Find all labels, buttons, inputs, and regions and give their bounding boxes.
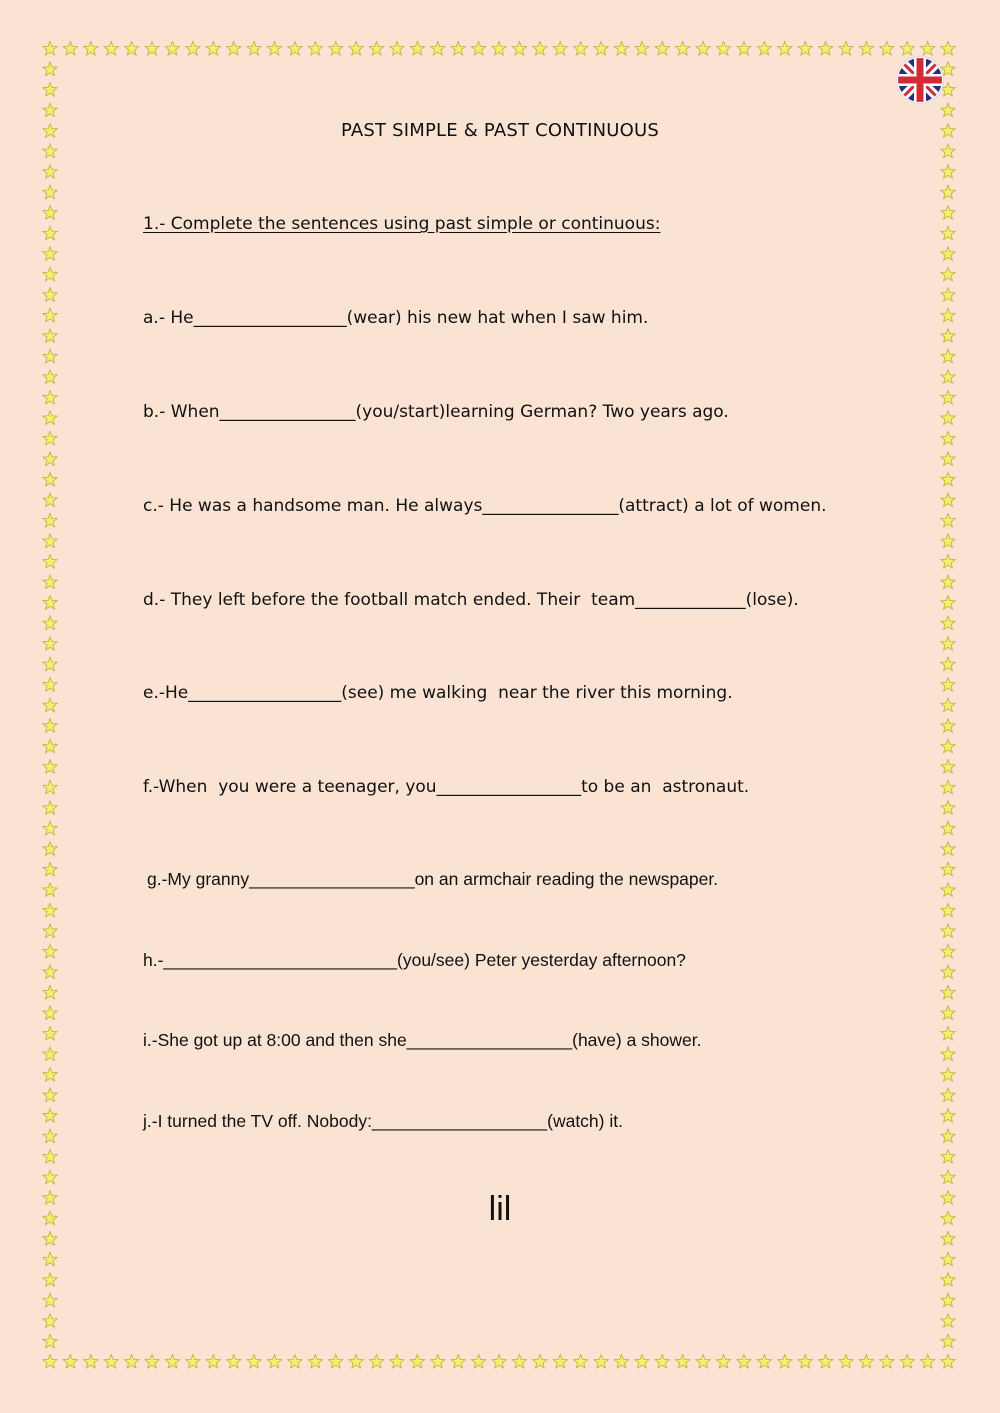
star-icon <box>941 247 955 261</box>
star-icon <box>227 42 241 56</box>
sentence-j: j.-I turned the TV off. Nobody:__________________(watch) it. <box>143 1111 623 1131</box>
star-icon <box>941 226 955 240</box>
star-icon <box>941 308 955 322</box>
star-icon <box>308 42 322 56</box>
footer-mark: lil <box>488 1190 512 1228</box>
star-icon <box>43 452 57 466</box>
star-icon <box>921 42 935 56</box>
star-icon <box>941 1355 955 1369</box>
star-icon <box>43 698 57 712</box>
star-icon <box>431 1355 445 1369</box>
star-icon <box>43 985 57 999</box>
star-icon <box>43 944 57 958</box>
star-icon <box>859 1355 873 1369</box>
star-icon <box>941 42 955 56</box>
star-icon <box>941 1088 955 1102</box>
star-icon <box>43 1334 57 1348</box>
star-icon <box>941 534 955 548</box>
star-icon <box>43 862 57 876</box>
star-icon <box>941 698 955 712</box>
star-icon <box>43 1232 57 1246</box>
star-icon <box>594 1355 608 1369</box>
star-icon <box>43 1109 57 1123</box>
star-icon <box>104 42 118 56</box>
star-icon <box>941 903 955 917</box>
star-icon <box>43 575 57 589</box>
star-icon <box>43 1355 57 1369</box>
star-icon <box>900 1355 914 1369</box>
star-icon <box>43 534 57 548</box>
star-icon <box>676 1355 690 1369</box>
star-icon <box>941 985 955 999</box>
star-icon <box>614 1355 628 1369</box>
star-icon <box>43 83 57 97</box>
star-icon <box>941 883 955 897</box>
star-icon <box>43 842 57 856</box>
star-icon <box>43 1047 57 1061</box>
star-icon <box>390 1355 404 1369</box>
sentence-d: d.- They left before the football match ended. Their team_____________(lose). <box>143 590 799 610</box>
star-icon <box>798 42 812 56</box>
star-icon <box>655 1355 669 1369</box>
star-icon <box>308 1355 322 1369</box>
star-icon <box>206 42 220 56</box>
star-icon <box>880 42 894 56</box>
star-icon <box>533 1355 547 1369</box>
star-icon <box>43 965 57 979</box>
star-icon <box>941 452 955 466</box>
star-icon <box>206 1355 220 1369</box>
star-icon <box>941 555 955 569</box>
star-icon <box>43 903 57 917</box>
star-icon <box>941 1026 955 1040</box>
star-icon <box>43 513 57 527</box>
star-icon <box>941 144 955 158</box>
star-icon <box>390 42 404 56</box>
star-icon <box>43 760 57 774</box>
star-icon <box>492 1355 506 1369</box>
star-icon <box>43 616 57 630</box>
star-icon <box>941 944 955 958</box>
star-icon <box>471 1355 485 1369</box>
star-icon <box>43 1006 57 1020</box>
star-icon <box>43 1273 57 1287</box>
star-icon <box>43 42 57 56</box>
sentence-f: f.-When you were a teenager, you_________________to be an astronaut. <box>143 777 750 797</box>
star-icon <box>941 1273 955 1287</box>
star-icon <box>941 411 955 425</box>
star-icon <box>941 1293 955 1307</box>
star-icon <box>43 472 57 486</box>
star-icon <box>655 42 669 56</box>
star-icon <box>329 1355 343 1369</box>
star-icon <box>941 678 955 692</box>
star-icon <box>329 42 343 56</box>
star-icon <box>227 1355 241 1369</box>
star-icon <box>186 1355 200 1369</box>
star-icon <box>63 1355 77 1369</box>
star-icon <box>369 1355 383 1369</box>
sentence-h: h.-________________________(you/see) Peter yesterday afternoon? <box>143 950 686 970</box>
star-icon <box>941 185 955 199</box>
star-icon <box>43 678 57 692</box>
star-icon <box>757 42 771 56</box>
star-icon <box>43 308 57 322</box>
star-icon <box>349 42 363 56</box>
star-icon <box>43 739 57 753</box>
star-icon <box>451 1355 465 1369</box>
star-icon <box>716 42 730 56</box>
star-icon <box>43 1293 57 1307</box>
star-icon <box>43 637 57 651</box>
star-icon <box>43 780 57 794</box>
star-icon <box>43 657 57 671</box>
star-icon <box>737 1355 751 1369</box>
sentence-a: a.- He__________________(wear) his new hat when I saw him. <box>143 308 649 328</box>
star-icon <box>900 42 914 56</box>
star-icon <box>941 637 955 651</box>
star-icon <box>941 472 955 486</box>
star-icon <box>941 596 955 610</box>
star-icon <box>165 1355 179 1369</box>
star-icon <box>512 1355 526 1369</box>
sentence-b: b.- When________________(you/start)learning German? Two years ago. <box>143 402 729 422</box>
star-icon <box>839 1355 853 1369</box>
star-icon <box>941 431 955 445</box>
star-icon <box>43 370 57 384</box>
star-icon <box>43 1314 57 1328</box>
star-icon <box>921 1355 935 1369</box>
star-icon <box>349 1355 363 1369</box>
star-icon <box>43 924 57 938</box>
star-icon <box>63 42 77 56</box>
star-icon <box>43 349 57 363</box>
star-icon <box>43 493 57 507</box>
star-icon <box>369 42 383 56</box>
star-icon <box>165 42 179 56</box>
star-icon <box>451 42 465 56</box>
star-icon <box>941 739 955 753</box>
star-icon <box>941 924 955 938</box>
star-icon <box>267 42 281 56</box>
star-icon <box>43 62 57 76</box>
star-icon <box>43 103 57 117</box>
star-icon <box>941 1047 955 1061</box>
star-icon <box>941 1129 955 1143</box>
star-icon <box>43 288 57 302</box>
sentence-g: g.-My granny_________________on an armchair reading the newspaper. <box>147 869 719 889</box>
sentence-e: e.-He__________________(see) me walking near the river this morning. <box>143 683 733 703</box>
star-icon <box>941 267 955 281</box>
star-icon <box>410 42 424 56</box>
star-icon <box>145 1355 159 1369</box>
star-icon <box>43 144 57 158</box>
star-icon <box>941 1006 955 1020</box>
star-icon <box>43 821 57 835</box>
star-icon <box>859 42 873 56</box>
star-icon <box>43 1252 57 1266</box>
star-icon <box>778 42 792 56</box>
star-icon <box>941 349 955 363</box>
star-icon <box>941 513 955 527</box>
star-icon <box>247 42 261 56</box>
star-icon <box>492 42 506 56</box>
star-icon <box>43 390 57 404</box>
sentence-c: c.- He was a handsome man. He always________________(attract) a lot of women. <box>143 496 827 516</box>
star-icon <box>594 42 608 56</box>
star-icon <box>941 288 955 302</box>
star-icon <box>941 370 955 384</box>
star-icon <box>941 329 955 343</box>
star-icon <box>43 883 57 897</box>
star-icon <box>941 657 955 671</box>
star-icon <box>941 719 955 733</box>
star-icon <box>880 1355 894 1369</box>
star-icon <box>145 42 159 56</box>
star-icon <box>125 1355 139 1369</box>
star-icon <box>941 760 955 774</box>
star-icon <box>941 1232 955 1246</box>
star-icon <box>43 1026 57 1040</box>
star-icon <box>941 780 955 794</box>
star-icon <box>43 206 57 220</box>
star-icon <box>43 801 57 815</box>
star-icon <box>941 862 955 876</box>
star-icon <box>635 42 649 56</box>
star-icon <box>43 1170 57 1184</box>
uk-flag-icon <box>896 56 944 104</box>
exercise-instruction: 1.- Complete the sentences using past simple or continuous: <box>143 214 661 234</box>
star-icon <box>696 1355 710 1369</box>
star-icon <box>696 42 710 56</box>
star-icon <box>288 1355 302 1369</box>
star-icon <box>43 226 57 240</box>
star-icon <box>716 1355 730 1369</box>
sentence-i: i.-She got up at 8:00 and then she_________________(have) a shower. <box>143 1030 702 1050</box>
star-icon <box>941 493 955 507</box>
star-icon <box>43 1129 57 1143</box>
star-icon <box>614 42 628 56</box>
star-icon <box>512 42 526 56</box>
star-icon <box>941 1150 955 1164</box>
star-icon <box>553 1355 567 1369</box>
star-icon <box>43 411 57 425</box>
star-icon <box>941 1334 955 1348</box>
star-icon <box>818 1355 832 1369</box>
star-icon <box>43 185 57 199</box>
star-icon <box>43 267 57 281</box>
star-icon <box>818 42 832 56</box>
star-icon <box>941 616 955 630</box>
worksheet-title: PAST SIMPLE & PAST CONTINUOUS <box>340 120 660 141</box>
star-icon <box>757 1355 771 1369</box>
star-icon <box>410 1355 424 1369</box>
star-icon <box>737 42 751 56</box>
star-icon <box>941 1068 955 1082</box>
star-icon <box>43 431 57 445</box>
star-icon <box>941 206 955 220</box>
star-icon <box>574 42 588 56</box>
star-icon <box>125 42 139 56</box>
star-icon <box>941 1314 955 1328</box>
star-icon <box>941 1252 955 1266</box>
star-icon <box>941 801 955 815</box>
star-icon <box>43 1088 57 1102</box>
star-icon <box>267 1355 281 1369</box>
star-icon <box>941 575 955 589</box>
star-icon <box>43 1150 57 1164</box>
star-icon <box>574 1355 588 1369</box>
star-icon <box>798 1355 812 1369</box>
star-icon <box>84 1355 98 1369</box>
star-icon <box>941 842 955 856</box>
star-icon <box>186 42 200 56</box>
star-icon <box>84 42 98 56</box>
star-icon <box>43 596 57 610</box>
star-icon <box>43 719 57 733</box>
star-icon <box>941 103 955 117</box>
star-icon <box>43 1068 57 1082</box>
star-icon <box>471 42 485 56</box>
star-icon <box>104 1355 118 1369</box>
star-icon <box>247 1355 261 1369</box>
star-icon <box>941 1109 955 1123</box>
star-icon <box>941 821 955 835</box>
star-icon <box>43 329 57 343</box>
star-icon <box>431 42 445 56</box>
star-icon <box>941 390 955 404</box>
star-icon <box>839 42 853 56</box>
star-icon <box>676 42 690 56</box>
star-icon <box>941 165 955 179</box>
star-icon <box>533 42 547 56</box>
star-icon <box>43 165 57 179</box>
star-icon <box>288 42 302 56</box>
star-icon <box>941 1170 955 1184</box>
star-icon <box>43 555 57 569</box>
star-icon <box>43 247 57 261</box>
star-icon <box>553 42 567 56</box>
star-icon <box>635 1355 649 1369</box>
star-icon <box>778 1355 792 1369</box>
star-icon <box>941 965 955 979</box>
